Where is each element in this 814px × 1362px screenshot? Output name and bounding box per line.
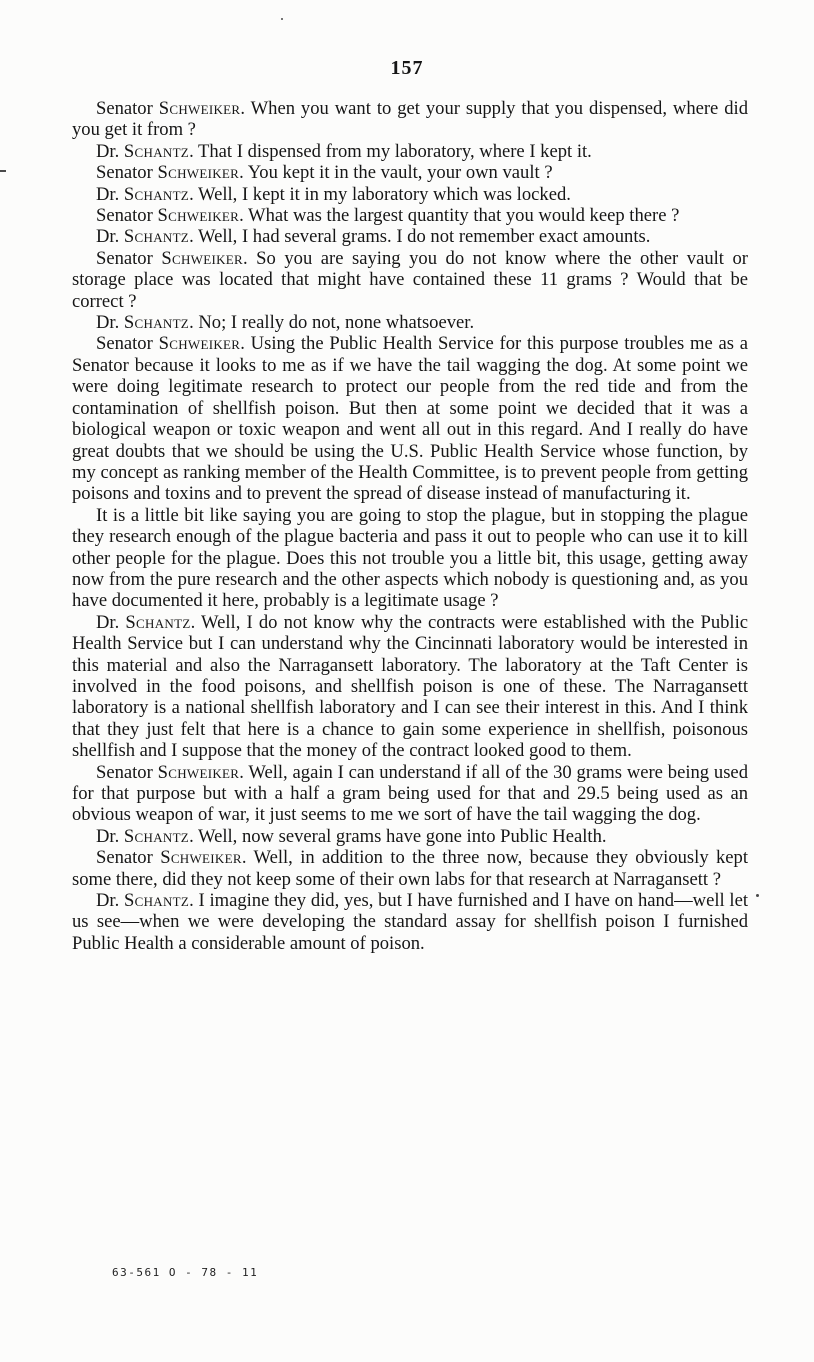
scan-artifact-left-margin [0,170,6,172]
speaker-name: Schantz [123,890,190,912]
page-number: 157 [390,57,424,79]
speaker-name: Schweiker [158,333,241,355]
paragraph: Senator Schweiker. Using the Public Health Service for this purpose troubles me as a Senator because it looks to me as if we have the tail wagging the dog. At some point we were doing legitimate research to protect our people from the red tide and from the contamination of shellfish poison. But then at some point we decided that it was a biological weapon or toxic weapon and went all out in this regard. And I really do have great doubts that we should be using the U.S. Public Health Service whose function, by my concept as ranking member of the Health Committee, is to prevent people from getting poisons and toxins and to prevent the spread of disease instead of manufacturing it. [72,333,748,505]
speaker-name: Schantz [123,226,190,248]
speaker-name: Schantz [123,140,190,162]
speaker-name: Schantz [123,825,190,847]
paragraph: Dr. Schantz. I imagine they did, yes, but I have furnished and I have on hand—well let us see—when we were developing the standard assay for shellfish poison I furnished Public Health a considerable amount of poison. [72,890,749,954]
speaker-name: Schantz [123,183,190,205]
speaker-name: Schweiker [161,247,243,269]
print-code: 63-561 O - 78 - 11 [112,1266,259,1279]
speaker-name: Schweiker [157,761,240,783]
paragraph: Dr. Schantz. Well, I kept it in my laboratory which was locked. [96,183,571,205]
paragraph: Senator Schweiker. When you want to get your supply that you dispensed, where did you get it from ? [72,98,748,141]
paragraph: Senator Schweiker. So you are saying you do not know where the other vault or storage place was located that might have contained these 11 grams ? Would that be correct ? [72,247,748,312]
paragraph: Senator Schweiker. What was the largest quantity that you would keep there ? [96,205,680,227]
scan-speck-top [281,18,283,20]
paragraph: Dr. Schantz. Well, now several grams have gone into Public Health. [96,825,607,847]
transcript-body [72,98,748,954]
paragraph: Dr. Schantz. No; I really do not, none whatsoever. [96,312,475,334]
paragraph: Senator Schweiker. Well, in addition to the three now, because they obviously kept some there, did they not keep some of their own labs for that research at Narragansett ? [72,847,749,890]
speaker-name: Schweiker [157,162,240,184]
paragraph: Dr. Schantz. That I dispensed from my laboratory, where I kept it. [96,140,592,162]
speaker-name: Schweiker [157,205,240,227]
speaker-name: Schweiker [158,98,241,119]
paragraph: Dr. Schantz. Well, I do not know why the contracts were established with the Public Health Service but I can understand why the Cincinnati laboratory would be interested in this material and also the Narragansett laboratory. The laboratory at the Taft Center is involved in the food poisons, and shellfish poison is one of these. The Narragansett laboratory is a national shellfish laboratory and I can see their interest in this. And I think that they just felt that here is a chance to gain some experience in shellfish, poisonous shellfish and I suppose that the money of the contract looked good to them. [72,611,748,762]
speaker-name: Schweiker [160,847,242,869]
speaker-name: Schantz [125,611,191,633]
paragraph: Dr. Schantz. Well, I had several grams. I do not remember exact amounts. [96,226,651,248]
paragraph: Senator Schweiker. Well, again I can understand if all of the 30 grams were being used for that purpose but with a half a gram being used for that and 29.5 being used as an obvious weapon of war, it just seems to me we sort of have the tail wagging the dog. [72,761,748,826]
scan-speck-right [756,894,759,897]
speaker-name: Schantz [123,312,190,334]
paragraph: It is a little bit like saying you are going to stop the plague, but in stopping the plague they research enough of the plague bacteria and pass it out to people who can use it to kill other people for the plague. Does this not trouble you a little bit, this usage, getting away now from the pure research and the other aspects which nobody is questioning and, as you have documented it here, probably is a legitimate usage ? [72,504,748,612]
paragraph: Senator Schweiker. You kept it in the vault, your own vault ? [96,162,553,184]
